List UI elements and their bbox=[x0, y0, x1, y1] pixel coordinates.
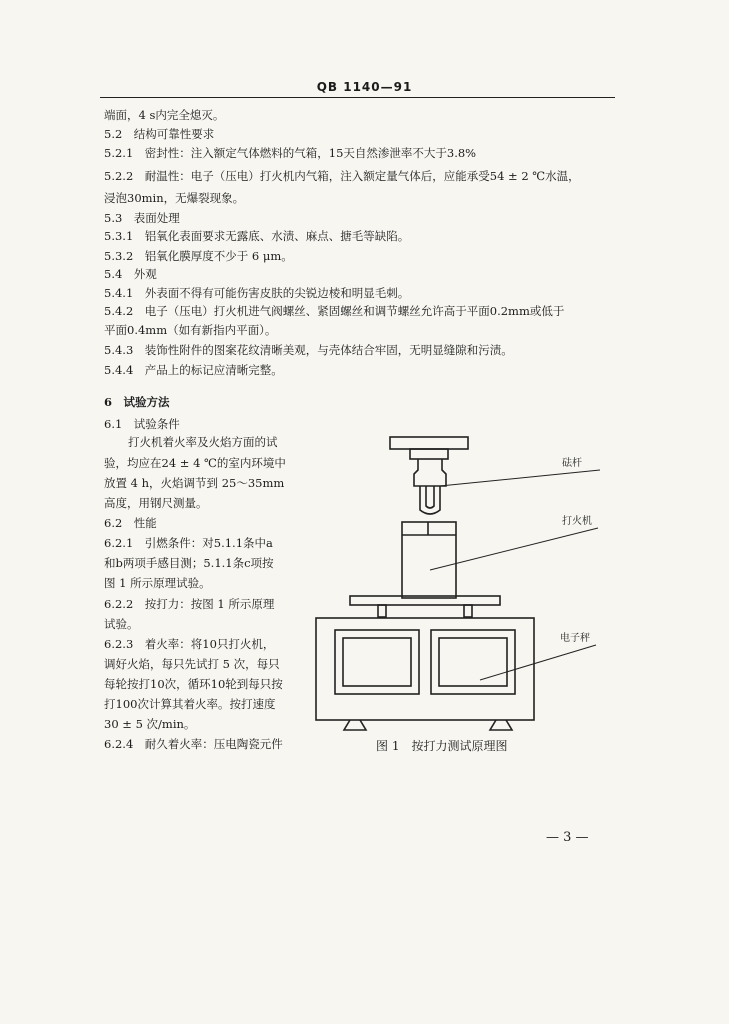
platform-leg-left bbox=[378, 605, 386, 617]
text-line: 浸泡30min，无爆裂现象。 bbox=[104, 191, 245, 205]
text-line: 验，均应在24 ± 4 ℃的室内环境中 bbox=[104, 456, 286, 470]
scale-window-left bbox=[335, 630, 419, 694]
scale-window-left-inner bbox=[343, 638, 411, 686]
clause-5-4-2: 5.4.2 电子（压电）打火机进气阀螺丝、紧固螺丝和调节螺丝允许高于平面0.2mm或低于 bbox=[104, 304, 565, 318]
text-line: 高度，用钢尺测量。 bbox=[104, 496, 208, 510]
clause-5-4-1: 5.4.1 外表面不得有可能伤害皮肤的尖锐边棱和明显毛刺。 bbox=[104, 286, 410, 300]
section-heading-6-2: 6.2 性能 bbox=[104, 516, 157, 530]
figure-caption: 图 1 按打力测试原理图 bbox=[376, 739, 508, 753]
text-line: 每轮按打10次，循环10轮到每只按 bbox=[104, 677, 283, 691]
text-line: 打100次计算其着火率。按打速度 bbox=[104, 697, 276, 711]
lighter-body bbox=[402, 522, 456, 598]
clause-5-4-3: 5.4.3 装饰性附件的图案花纹清晰美观，与壳体结合牢固，无明显缝隙和污渍。 bbox=[104, 343, 513, 357]
section-heading-5-2: 5.2 结构可靠性要求 bbox=[104, 127, 215, 141]
rod-leader-line bbox=[440, 470, 600, 486]
text-line: 图 1 所示原理试验。 bbox=[104, 576, 211, 590]
rod-holder bbox=[414, 459, 446, 486]
clause-5-3-2: 5.3.2 铝氧化膜厚度不少于 6 μm。 bbox=[104, 249, 293, 263]
text-line: 放置 4 h，火焰调节到 25～35mm bbox=[104, 476, 285, 490]
clause-6-2-3: 6.2.3 着火率：将10只打火机， bbox=[104, 637, 275, 651]
section-heading-5-4: 5.4 外观 bbox=[104, 267, 157, 281]
figure-label-scale: 电子秤 bbox=[560, 633, 590, 644]
text-line: 和b两项手感目测；5.1.1条c项按 bbox=[104, 556, 274, 570]
clause-5-2-1: 5.2.1 密封性：注入额定气体燃料的气箱，15天自然渗泄率不大于3.8% bbox=[104, 146, 477, 160]
scale-window-right-inner bbox=[439, 638, 507, 686]
standard-code-header: QB 1140—91 bbox=[316, 80, 413, 94]
section-heading-6: 6 试验方法 bbox=[104, 395, 170, 409]
page-number: — 3 — bbox=[546, 830, 589, 845]
push-rod bbox=[420, 486, 440, 514]
clause-5-2-2: 5.2.2 耐温性：电子（压电）打火机内气箱，注入额定量气体后，应能承受54 ± 2 ℃水温， bbox=[104, 169, 580, 183]
figure-label-lighter: 打火机 bbox=[562, 516, 592, 527]
text-line: 试验。 bbox=[104, 617, 139, 631]
clause-6-2-4: 6.2.4 耐久着火率：压电陶瓷元件 bbox=[104, 737, 283, 751]
section-heading-6-1: 6.1 试验条件 bbox=[104, 417, 180, 431]
text-line: 调好火焰，每只先试打 5 次，每只 bbox=[104, 657, 280, 671]
clause-6-2-2: 6.2.2 按打力：按图 1 所示原理 bbox=[104, 597, 275, 611]
clause-5-4-4: 5.4.4 产品上的标记应清晰完整。 bbox=[104, 363, 283, 377]
platform-leg-right bbox=[464, 605, 472, 617]
clause-6-2-1: 6.2.1 引燃条件：对5.1.1条中a bbox=[104, 536, 273, 550]
text-line: 30 ± 5 次/min。 bbox=[104, 717, 196, 731]
text-line: 端面，4 s内完全熄灭。 bbox=[104, 108, 225, 122]
section-heading-5-3: 5.3 表面处理 bbox=[104, 211, 180, 225]
top-fixture-block bbox=[410, 449, 448, 459]
scale-foot-left bbox=[344, 720, 366, 730]
scale-foot-right bbox=[490, 720, 512, 730]
electronic-scale-body bbox=[316, 618, 534, 720]
scale-window-right bbox=[431, 630, 515, 694]
scale-leader-line bbox=[480, 645, 596, 680]
text-line: 打火机着火率及火焰方面的试 bbox=[128, 435, 278, 449]
text-line: 平面0.4mm（如有新指内平面）。 bbox=[104, 323, 277, 337]
figure-label-rod: 砝杆 bbox=[562, 458, 582, 469]
clause-5-3-1: 5.3.1 铝氧化表面要求无露底、水渍、麻点、搪毛等缺陷。 bbox=[104, 229, 410, 243]
push-rod-inner bbox=[426, 486, 434, 508]
top-fixture-plate bbox=[390, 437, 468, 449]
